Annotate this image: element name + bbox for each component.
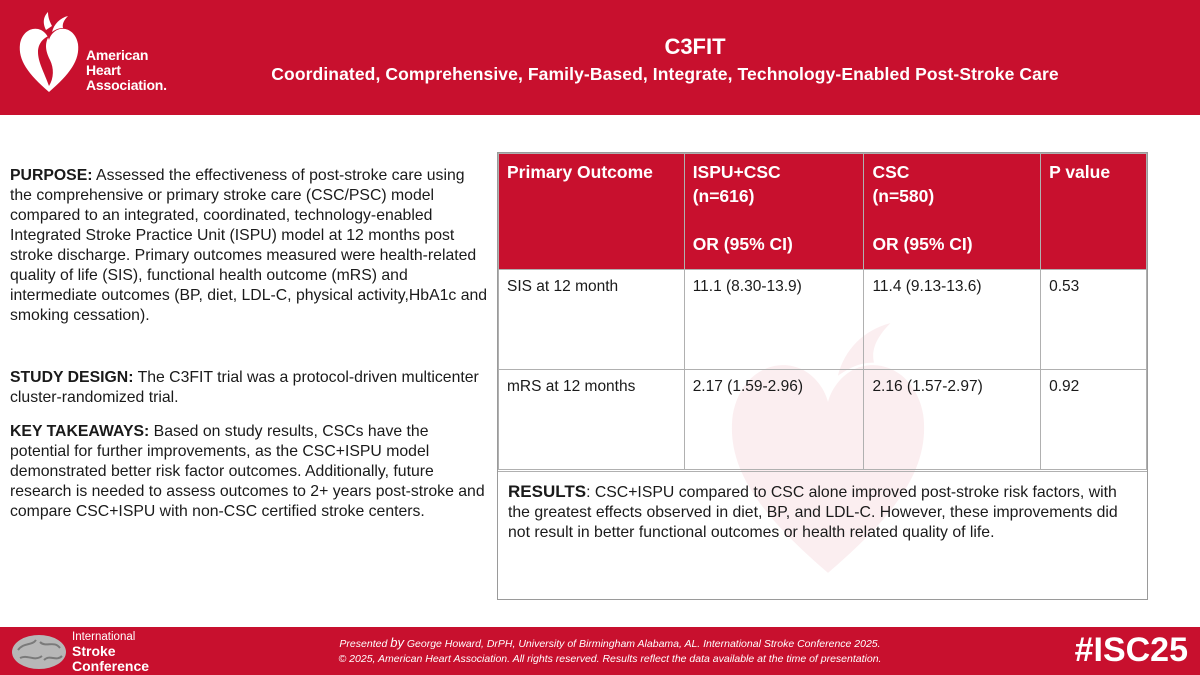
isc-logo-text: International Stroke Conference [72, 631, 150, 674]
key-takeaways-paragraph [10, 422, 490, 522]
cell-ispu-csc: 11.1 (8.30-13.9) [684, 270, 864, 370]
page-title: C3FIT [664, 34, 726, 59]
footer-banner [0, 627, 1200, 675]
conference-hashtag: #ISC25 [1074, 631, 1188, 669]
cell-outcome: SIS at 12 month [499, 270, 685, 370]
aha-name: American Heart Association. [86, 47, 167, 93]
cell-ispu-csc: 2.17 (1.59-2.96) [684, 370, 864, 470]
header-primary-outcome: Primary Outcome [499, 154, 685, 270]
purpose-label: PURPOSE: [10, 167, 93, 184]
results-text: : CSC+ISPU compared to CSC alone improved post-stroke risk factors, with the greatest effects observed in diet, BP, and LDL-C. However, these improvements did not result in better functional outcomes or health related quality of life. [508, 484, 1118, 541]
cell-p-value: 0.53 [1041, 270, 1147, 370]
cell-csc: 2.16 (1.57-2.97) [864, 370, 1041, 470]
results-box [498, 471, 1147, 543]
header-ispu-csc: ISPU+CSC (n=616) OR (95% CI) [684, 154, 864, 270]
study-design-label: STUDY DESIGN: [10, 369, 134, 386]
brain-logo-icon [10, 632, 68, 672]
summary-text [10, 166, 490, 522]
key-takeaways-text: Based on study results, CSCs have the potential for further improvements, as the CSC+ISPU model demonstrated better risk factor outcomes. Additionally, future research is needed to assess outcomes to 2+ years post-stroke and compare CSC+ISPU with non-CSC certified stroke centers. [10, 423, 485, 520]
table-row [499, 370, 1147, 470]
header-banner [0, 0, 1200, 115]
study-design-paragraph [10, 368, 490, 408]
header-p-value: P value [1041, 154, 1147, 270]
table-header-row [499, 154, 1147, 270]
study-design-text: The C3FIT trial was a protocol-driven multicenter cluster-randomized trial. [10, 369, 479, 406]
page-subtitle: Coordinated, Comprehensive, Family-Based, Integrate, Technology-Enabled Post-Stroke Care [271, 64, 1059, 84]
key-takeaways-label: KEY TAKEAWAYS: [10, 423, 150, 440]
results-label: RESULTS [508, 482, 587, 501]
purpose-text: Assessed the effectiveness of post-stroke care using the comprehensive or primary stroke care (CSC/PSC) model compared to an integrated, coordinated, technology-enabled Integrated Stroke Practice Unit (ISPU) model at 12 months post stroke discharge. Primary outcomes measured were health-related quality of life (SIS), functional health outcome (mRS) and intermediate outcomes (BP, diet, LDL-C, physical activity,HbA1c and smoking cessation). [10, 167, 488, 324]
cell-csc: 11.4 (9.13-13.6) [864, 270, 1041, 370]
purpose-paragraph [10, 166, 490, 326]
presenter-credits: Presented by George Howard, DrPH, University of Birmingham Alabama, AL. International Stroke Conference 2025. © 2025, American Heart Association. All rights reserved. Results reflect the data available at the time of presentation. [338, 635, 882, 665]
cell-outcome: mRS at 12 months [499, 370, 685, 470]
header-csc: CSC (n=580) OR (95% CI) [864, 154, 1041, 270]
table-row [499, 270, 1147, 370]
outcome-table [498, 153, 1147, 470]
outcome-table-panel [497, 152, 1148, 600]
cell-p-value: 0.92 [1041, 370, 1147, 470]
